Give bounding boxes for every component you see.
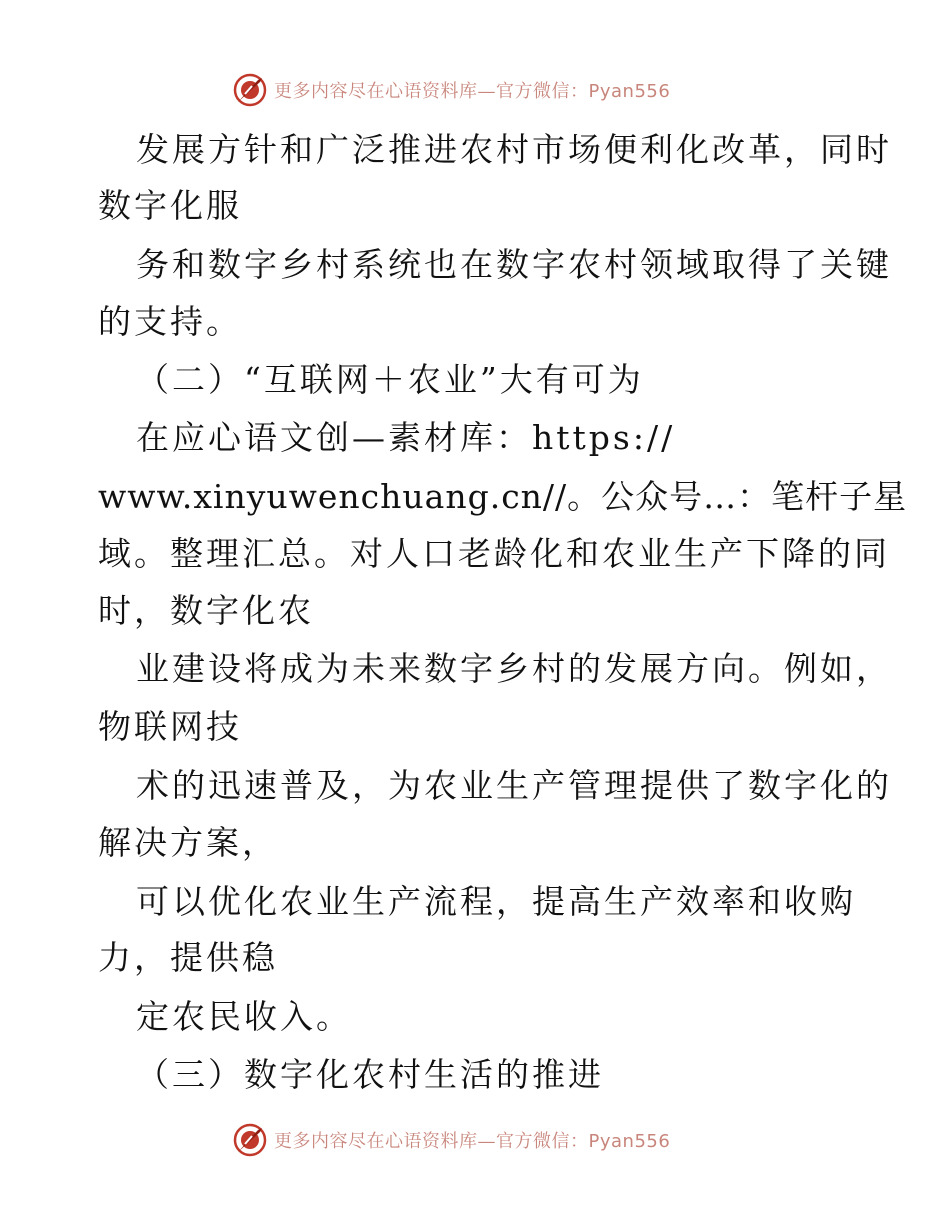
paragraph-line: 术的迅速普及，为农业生产管理提供了数字化的 (136, 766, 892, 805)
section-heading: （三）数字化农村生活的推进 (136, 1055, 604, 1094)
paragraph-line: 域。整理汇总。对人口老龄化和农业生产下降的同 (98, 534, 890, 573)
paragraph-line: 在应心语文创—素材库：https:// (136, 418, 676, 457)
paragraph-line: 时，数字化农 (98, 591, 314, 630)
paragraph-line: 发展方针和广泛推进农村市场便利化改革，同时 (136, 130, 892, 169)
section-heading: （二）“互联网＋农业”大有可为 (136, 360, 644, 399)
paragraph-line: 业建设将成为未来数字乡村的发展方向。例如， (136, 649, 892, 688)
paragraph-line: 可以优化农业生产流程，提高生产效率和收购 (136, 882, 856, 921)
watermark-wechat-id: Pyan556 (588, 1131, 671, 1152)
paragraph-line: 数字化服 (98, 186, 242, 225)
paragraph-line: 定农民收入。 (136, 997, 352, 1036)
paragraph-line: 物联网技 (98, 707, 242, 746)
paragraph-line: 务和数字乡村系统也在数字农村领域取得了关键 (136, 245, 892, 284)
paragraph-line: 的支持。 (98, 302, 242, 341)
watermark-text: 更多内容尽在心语资料库—官方微信： (274, 81, 589, 102)
watermark-header (232, 70, 670, 110)
paragraph-line: 力，提供稳 (98, 938, 278, 977)
quill-seal-logo-icon (232, 72, 268, 108)
paragraph-line: www.xinyuwenchuang.cn//。公众号…：笔杆子星 (98, 477, 908, 516)
quill-seal-logo-icon (232, 1122, 268, 1158)
paragraph-line: 解决方案， (98, 823, 278, 862)
watermark-text: 更多内容尽在心语资料库—官方微信： (274, 1131, 589, 1152)
watermark-footer (232, 1120, 670, 1160)
watermark-wechat-id: Pyan556 (588, 81, 671, 102)
